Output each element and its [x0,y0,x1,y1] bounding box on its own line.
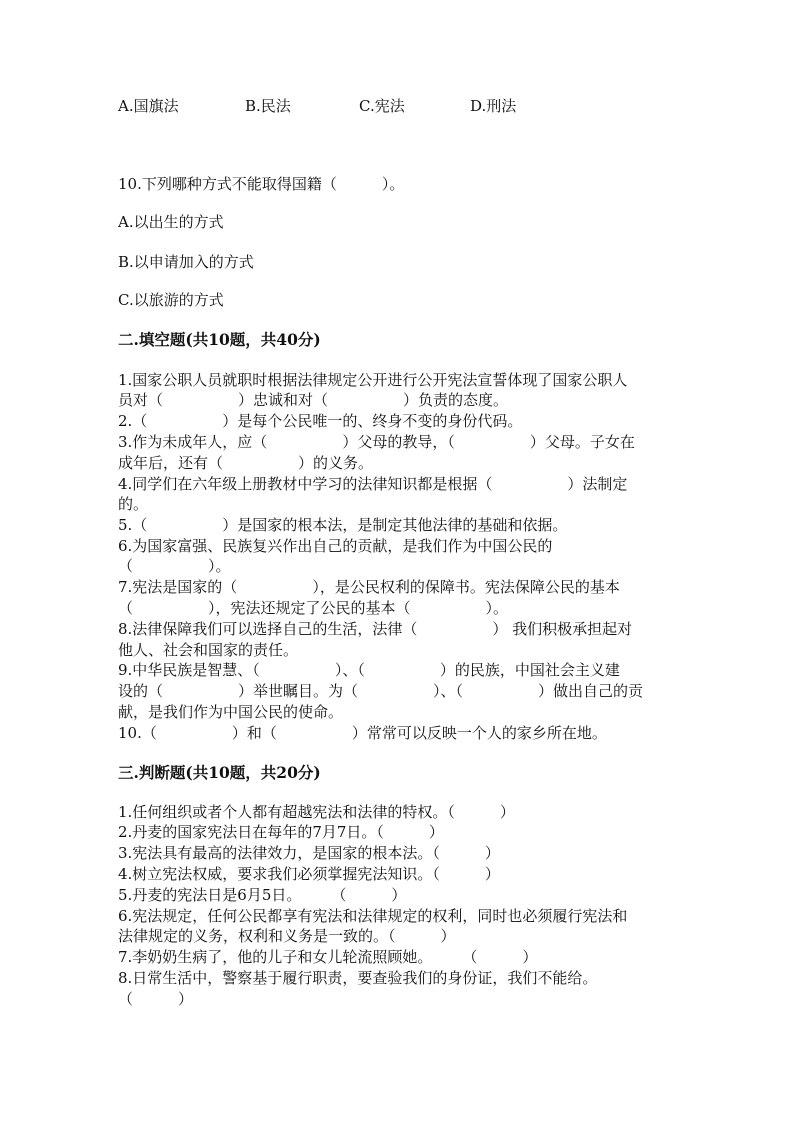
q10-option-b: B.以申请加入的方式 [118,253,254,271]
section2-line: 4.同学们在六年级上册教材中学习的法律知识都是根据（ ）法制定 [118,475,628,493]
section3-line: 3.宪法具有最高的法律效力，是国家的根本法。（ ） [118,844,500,862]
section2-line: 设的（ ）举世瞩目。为（ ）、（ ）做出自己的贡 [118,682,644,700]
q9-option-d: D.刑法 [470,97,517,115]
section2-line: 3.作为未成年人，应（ ）父母的教导，（ ）父母。子女在 [118,433,635,451]
section2-line: 献，是我们作为中国公民的使命。 [118,703,344,721]
q10-option-c: C.以旅游的方式 [118,291,224,309]
section2-line: 8.法律保障我们可以选择自己的生活，法律（ ） 我们积极承担起对 [118,620,633,638]
section3-line: 7.李奶奶生病了，他的儿子和女儿轮流照顾她。 （ ） [118,948,538,966]
section2-heading: 二.填空题(共10题，共40分) [118,330,321,349]
section3-heading: 三.判断题(共10题，共20分) [118,763,321,782]
q10-option-a: A.以出生的方式 [118,213,224,231]
section2-line: 他人、社会和国家的责任。 [118,641,299,659]
section3-line: 2.丹麦的国家宪法日在每年的7月7日。（ ） [118,823,444,841]
section3-line: （ ） [118,990,194,1008]
section2-line: 员对（ ）忠诚和对（ ）负责的态度。 [118,391,509,409]
q10-stem: 10.下列哪种方式不能取得国籍（ ）。 [118,175,405,193]
section2-line: 10.（ ）和（ ）常常可以反映一个人的家乡所在地。 [118,724,607,742]
section2-line: 1.国家公职人员就职时根据法律规定公开进行公开宪法宣誓体现了国家公职人 [118,371,628,389]
section3-line: 法律规定的义务，权利和义务是一致的。（ ） [118,927,456,945]
q9-options [118,96,678,116]
section3-line: 4.树立宪法权威，要求我们必须掌握宪法知识。（ ） [118,865,500,883]
section3-line: 1.任何组织或者个人都有超越宪法和法律的特权。（ ） [118,803,515,821]
section3-line: 6.宪法规定，任何公民都享有宪法和法律规定的权利，同时也必须履行宪法和 [118,907,628,925]
q9-option-a: A.国旗法 [118,97,179,115]
section2-line: 6.为国家富强、民族复兴作出自己的贡献，是我们作为中国公民的 [118,537,553,555]
q9-option-b: B.民法 [245,97,291,115]
section2-line: 7.宪法是国家的（ ），是公民权利的保障书。宪法保障公民的基本 [118,578,620,596]
q9-option-c: C.宪法 [359,97,405,115]
section2-line: （ ），宪法还规定了公民的基本（ ）。 [118,599,509,617]
section2-line: 5.（ ）是国家的根本法，是制定其他法律的基础和依据。 [118,516,568,534]
section2-line: 2.（ ）是每个公民唯一的、终身不变的身份代码。 [118,412,523,430]
section2-line: 的。 [118,495,149,513]
section3-line: 5.丹麦的宪法日是6月5日。 （ ） [118,886,407,904]
section2-line: 9.中华民族是智慧、（ ）、（ ）的民族，中国社会主义建 [118,661,620,679]
section2-line: （ ）。 [118,557,231,575]
section2-line: 成年后，还有（ ）的义务。 [118,454,374,472]
section3-line: 8.日常生活中，警察基于履行职责，要查验我们的身份证，我们不能给。 [118,969,598,987]
